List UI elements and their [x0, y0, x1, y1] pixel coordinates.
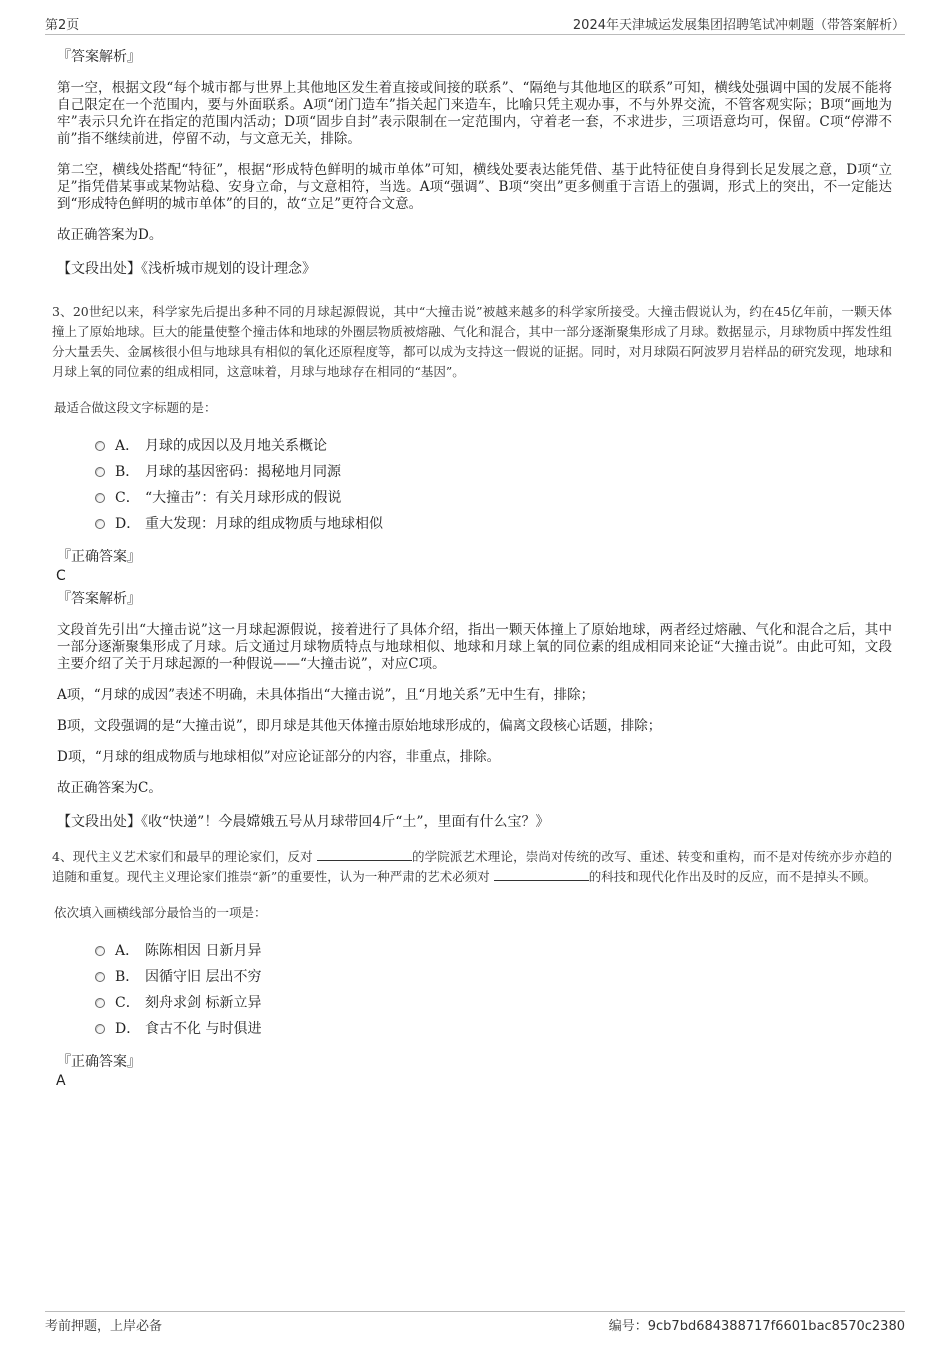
option-item[interactable]: [95, 484, 892, 510]
correct-answer-label: 『正确答案』: [57, 1054, 141, 1070]
option-item[interactable]: [95, 458, 892, 484]
question-part: 的学院派艺术理论，崇尚对传统的改写、重述、转变和重构，而不是对传统亦步亦趋的追随和重复。现代主义理论家们推崇“新”的重要性，认为一种严肃的艺术必须对: [52, 849, 892, 884]
footer-slogan: 考前押题，上岸必备: [45, 1319, 163, 1334]
option-text: 月球的基因密码：揭秘地月同源: [145, 464, 341, 480]
radio-icon[interactable]: [95, 467, 105, 477]
option-text: 因循守旧 层出不穷: [145, 969, 262, 985]
option-item[interactable]: [95, 1015, 892, 1041]
page-header: [45, 14, 905, 35]
option-item[interactable]: [95, 989, 892, 1015]
analysis-label: 『答案解析』: [57, 591, 141, 607]
page-content: [52, 46, 892, 1093]
correct-answer-label: 『正确答案』: [57, 549, 141, 565]
radio-icon[interactable]: [95, 972, 105, 982]
option-list: [95, 937, 892, 1041]
option-text: 食古不化 与时俱进: [145, 1021, 262, 1037]
option-item[interactable]: [95, 432, 892, 458]
analysis-paragraph: 第一空，根据文段“每个城市都与世界上其他地区发生着直接或间接的联系”、“隔绝与其他地区的联系”可知，横线处强调中国的发展不能将自己限定在一个范围内，要与外面联系。A项“闭门造车”指关起门来造车，比喻只凭主观办事，不与外界交流，不管客观实际；B项“画地为牢”表示只允许在指定的范围内活动；D项“固步自封”表示限制在一定范围内，守着老一套，不求进步，三项语意均可，保留。C项“停滞不前”指不继续前进，停留不动，与文意无关，排除。: [57, 80, 892, 147]
fill-blank: [494, 868, 589, 881]
question-prompt: 依次填入画横线部分最恰当的一项是：: [54, 905, 267, 920]
radio-icon[interactable]: [95, 998, 105, 1008]
analysis-paragraph: 第二空，横线处搭配“特征”，根据“形成特色鲜明的城市单体”可知，横线处要表达能凭借、基于此特征使自身得到长足发展之意，D项“立足”指凭借某事或某物站稳、安身立命，与文意相符，当选。A项“强调”、B项“突出”更多侧重于言语上的强调，形式上的突出，不一定能达到“形成特色鲜明的城市单体”的目的，故“立足”更符合文意。: [57, 162, 892, 212]
document-title: 2024年天津城运发展集团招聘笔试冲刺题（带答案解析）: [572, 18, 905, 33]
document-id: 编号：9cb7bd684388717f6601bac8570c2380: [608, 1319, 905, 1334]
option-item[interactable]: [95, 963, 892, 989]
correct-answer: A: [56, 1073, 66, 1089]
correct-answer: C: [56, 568, 66, 584]
analysis-label: 『答案解析』: [57, 49, 141, 65]
question-part: 的科技和现代化作出及时的反应，而不是掉头不顾。: [588, 869, 877, 884]
option-letter: A．: [115, 943, 140, 959]
radio-icon[interactable]: [95, 493, 105, 503]
analysis-paragraph: A项，“月球的成因”表述不明确，未具体指出“大撞击说”，且“月地关系”无中生有，排除；: [57, 687, 595, 703]
source-citation: 【文段出处】《浅析城市规划的设计理念》: [57, 261, 316, 277]
option-letter: D．: [115, 516, 141, 532]
analysis-paragraph: B项，文段强调的是“大撞击说”，即月球是其他天体撞击原始地球形成的，偏离文段核心话题，排除；: [57, 718, 662, 734]
radio-icon[interactable]: [95, 1024, 105, 1034]
page-footer: [45, 1311, 905, 1334]
analysis-paragraph: D项，“月球的组成物质与地球相似”对应论证部分的内容，非重点，排除。: [57, 749, 501, 765]
source-citation: 【文段出处】《收“快递”！今晨嫦娥五号从月球带回4斤“土”，里面有什么宝？》: [57, 814, 550, 830]
option-item[interactable]: [95, 510, 892, 536]
option-letter: C．: [115, 490, 140, 506]
fill-blank: [317, 848, 412, 861]
option-text: 月球的成因以及月地关系概论: [145, 438, 327, 454]
option-item[interactable]: [95, 937, 892, 963]
question-prompt: 最适合做这段文字标题的是：: [54, 400, 217, 415]
option-text: “大撞击”：有关月球形成的假说: [145, 490, 342, 506]
option-text: 重大发现：月球的组成物质与地球相似: [145, 516, 383, 532]
option-letter: B．: [115, 464, 140, 480]
option-text: 陈陈相因 日新月异: [145, 943, 262, 959]
analysis-paragraph: 文段首先引出“大撞击说”这一月球起源假说，接着进行了具体介绍，指出一颗天体撞上了原始地球，两者经过熔融、气化和混合之后，其中一部分逐渐聚集形成了月球。后文通过月球物质特点与地球相似、地球和月球上氧的同位素的组成相同来论证“大撞击说”。由此可知，文段主要介绍了关于月球起源的一种假说——“大撞击说”，对应C项。: [57, 622, 892, 672]
option-letter: B．: [115, 969, 140, 985]
analysis-conclusion: 故正确答案为D。: [57, 227, 163, 243]
page-number: 第2页: [45, 18, 80, 33]
radio-icon[interactable]: [95, 946, 105, 956]
option-text: 刻舟求剑 标新立异: [145, 995, 262, 1011]
option-letter: C．: [115, 995, 140, 1011]
analysis-conclusion: 故正确答案为C。: [57, 780, 162, 796]
radio-icon[interactable]: [95, 441, 105, 451]
question-part: 4、现代主义艺术家们和最早的理论家们，反对: [52, 849, 313, 864]
question-text: 3、20世纪以来，科学家先后提出多种不同的月球起源假说，其中“大撞击说”被越来越多的科学家所接受。大撞击假说认为，约在45亿年前，一颗天体撞上了原始地球。巨大的能量使整个撞击体和地球的外圈层物质被熔融、气化和混合，其中一部分逐渐聚集形成了月球。数据显示，月球物质中挥发性组分大量丢失、金属核很小但与地球具有相似的氧化还原程度等，都可以成为支持这一假说的证据。同时，对月球陨石阿波罗月岩样品的研究发现，地球和月球上氧的同位素的组成相同，这意味着，月球与地球存在相同的“基因”。: [52, 304, 892, 379]
question-text: [52, 847, 892, 887]
option-letter: D．: [115, 1021, 141, 1037]
radio-icon[interactable]: [95, 519, 105, 529]
option-list: [95, 432, 892, 536]
option-letter: A．: [115, 438, 140, 454]
